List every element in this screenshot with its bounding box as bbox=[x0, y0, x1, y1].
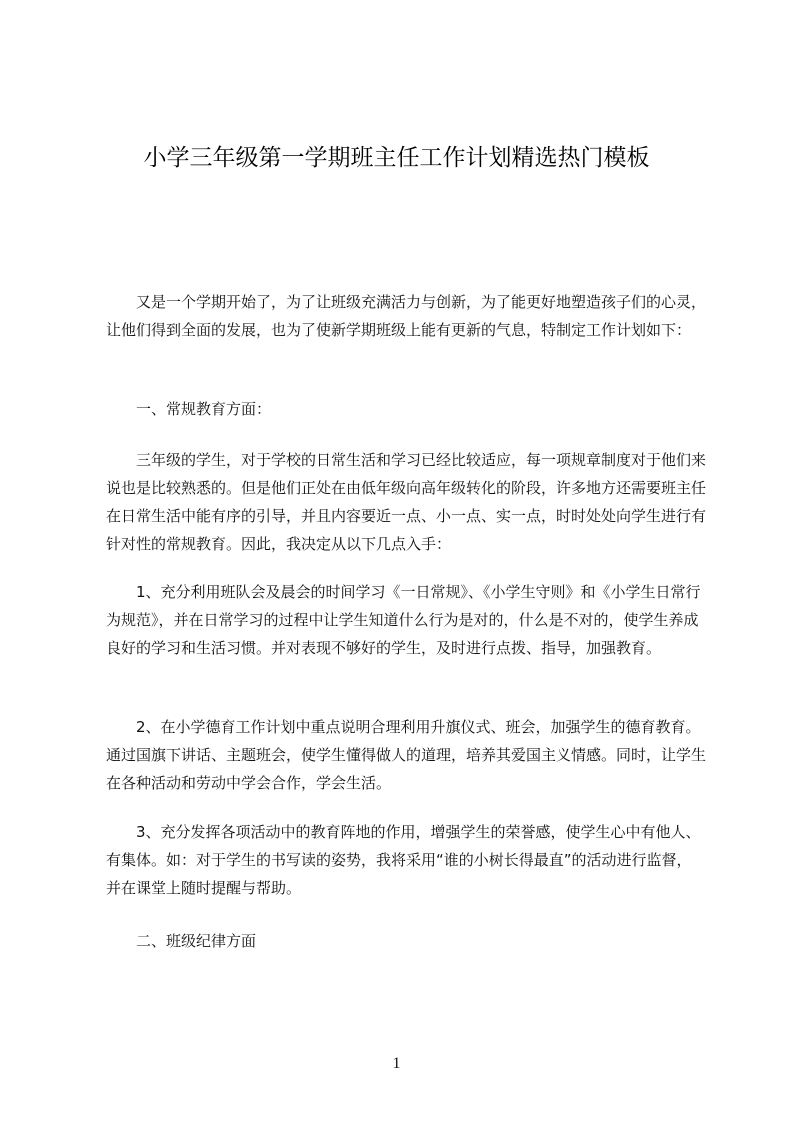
document-title: 小学三年级第一学期班主任工作计划精选热门模板 bbox=[143, 145, 650, 171]
section-heading-class-discipline: 二、班级纪律方面 bbox=[136, 932, 257, 950]
list-item-3: 3、充分发挥各项活动中的教育阵地的作用，增强学生的荣誉感，使学生心中有他人、有集体。如：对于学生的书写读的姿势，我将采用“谁的小树长得最直”的活动进行监督，并在课堂上随时提醒与帮助。 bbox=[106, 823, 701, 897]
intro-paragraph: 又是一个学期开始了，为了让班级充满活力与创新，为了能更好地塑造孩子们的心灵，让他们得到全面的发展，也为了使新学期班级上能有更新的气息，特制定工作计划如下： bbox=[106, 293, 707, 339]
page-number: 1 bbox=[392, 1055, 401, 1072]
list-item-1: 1、充分利用班队会及晨会的时间学习《一日常规》、《小学生守则》和《小学生日常行为规范》，并在日常学习的过程中让学生知道什么行为是对的，什么是不对的，使学生养成良好的学习和生活习惯。并对表现不够好的学生，及时进行点拨、指导，加强教育。 bbox=[106, 583, 701, 657]
list-item-2: 2、在小学德育工作计划中重点说明合理利用升旗仪式、班会，加强学生的德育教育。通过国旗下讲话、主题班会，使学生懂得做人的道理，培养其爱国主义情感。同时，让学生在各种活动和劳动中学会合作，学会生活。 bbox=[106, 718, 707, 792]
section1-intro-paragraph: 三年级的学生，对于学校的日常生活和学习已经比较适应，每一项规章制度对于他们来说也是比较熟悉的。但是他们正处在由低年级向高年级转化的阶段，许多地方还需要班主任在日常生活中能有序的引导，并且内容要近一点、小一点、实一点，时时处处向学生进行有针对性的常规教育。因此，我决定从以下几点入手： bbox=[106, 451, 707, 553]
section-heading-routine-education: 一、常规教育方面： bbox=[136, 400, 272, 418]
